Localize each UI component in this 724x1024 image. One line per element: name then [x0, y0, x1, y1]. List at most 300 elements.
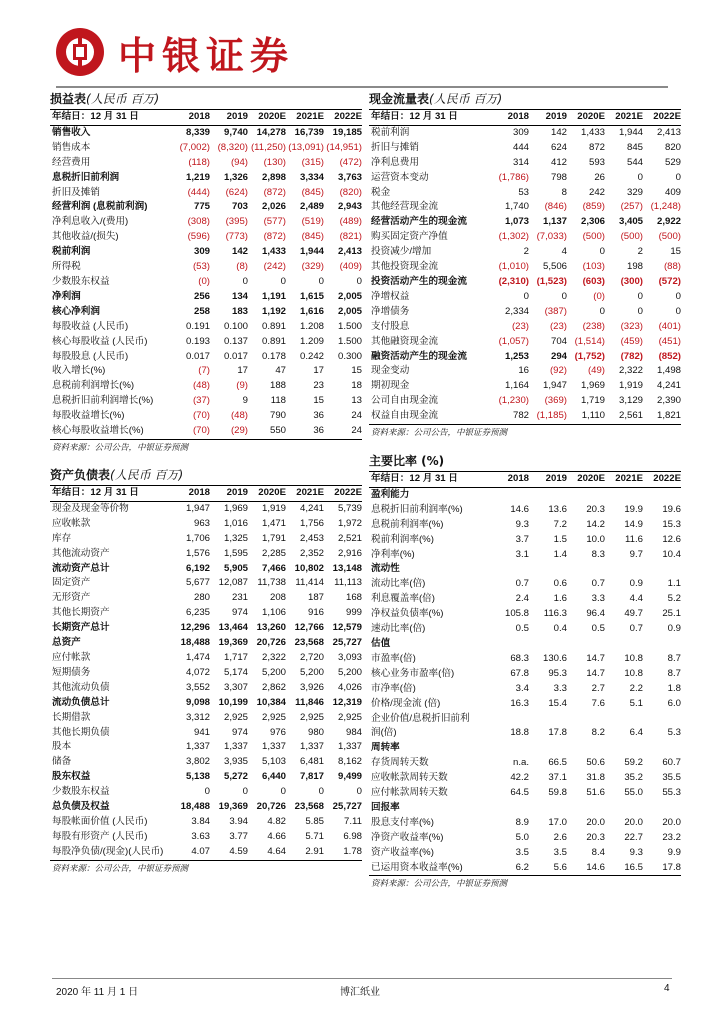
cell-value: 2,925	[299, 711, 324, 723]
cell-value: 3.3	[553, 682, 567, 694]
cell-value: 1.6	[553, 593, 567, 605]
cell-value: 775	[193, 201, 210, 213]
cell-value: 19,369	[218, 801, 248, 813]
table-row	[369, 141, 681, 156]
cell-value: 20.0	[624, 816, 643, 828]
cell-value: 3,926	[299, 681, 324, 693]
cell-value: 2.2	[629, 682, 643, 694]
year-header: 2019	[529, 472, 567, 487]
cell-value: 10,199	[218, 696, 248, 708]
row-label: 短期债务	[52, 666, 91, 678]
cell-value: 134	[231, 290, 248, 302]
table-row	[369, 533, 681, 548]
year-header: 2019	[210, 110, 248, 125]
cell-value: 14.2	[586, 518, 605, 530]
cell-value: 36	[313, 410, 324, 422]
cell-value: (451)	[658, 335, 681, 347]
row-label: 股东权益	[52, 771, 91, 783]
cell-value: 3.77	[229, 830, 248, 842]
cell-value: 187	[307, 592, 324, 604]
row-label: 销售收入	[52, 126, 91, 138]
cell-value: 20.0	[662, 816, 681, 828]
cell-value: (1,752)	[574, 350, 605, 362]
cashflow-section	[369, 88, 681, 441]
row-label: 经营活动产生的现金流	[371, 216, 467, 228]
cell-value: (103)	[582, 261, 605, 273]
table-row	[50, 755, 362, 770]
row-label: 每股净负债/(现金)(人民币)	[50, 845, 170, 860]
cell-value: 11,846	[295, 696, 324, 708]
page-number: 4	[664, 983, 670, 994]
table-row	[50, 350, 362, 365]
cell-value: 5,174	[223, 666, 248, 678]
cell-value: 256	[193, 290, 210, 302]
cell-value: 845	[626, 141, 643, 153]
table-row	[50, 275, 362, 290]
cell-value: 2.4	[515, 593, 529, 605]
cell-value: 16,739	[294, 126, 324, 138]
table-row	[369, 861, 681, 876]
cell-value: 2	[523, 246, 529, 258]
row-label: 核心每股收益增长(%)	[50, 424, 170, 439]
cell-value: 5.85	[305, 815, 324, 827]
table-row	[50, 379, 362, 394]
row-label: 每股收益增长(%)	[52, 410, 125, 422]
cell-value: 1,191	[261, 290, 286, 302]
cell-value	[643, 562, 681, 577]
cell-value: (395)	[225, 216, 248, 228]
table-row	[369, 335, 681, 350]
cell-value: 142	[550, 126, 567, 138]
cell-value: 4.59	[210, 845, 248, 860]
cell-value: 1,498	[656, 365, 681, 377]
cell-value: 168	[345, 592, 362, 604]
row-label: 净利息费用	[371, 156, 419, 168]
cell-value: 12.6	[662, 533, 681, 545]
cell-value: 2,005	[337, 305, 362, 317]
cell-value: (459)	[620, 335, 643, 347]
row-label: 其他长期负债	[52, 726, 110, 738]
cell-value: 0.891	[261, 320, 286, 332]
cell-value: 14,278	[256, 126, 286, 138]
table-row	[369, 741, 681, 756]
cell-value: 3.1	[515, 548, 529, 560]
table-row	[50, 696, 362, 711]
year-header: 2018	[170, 486, 210, 501]
cell-value: 67.8	[510, 667, 529, 679]
table-row	[50, 726, 362, 741]
cell-value: 20,726	[256, 637, 286, 649]
cell-value: 0	[675, 171, 681, 183]
row-label: 回报率	[371, 801, 400, 813]
cell-value: 25,727	[332, 801, 362, 813]
cell-value: (782)	[620, 350, 643, 362]
cell-value: 31.8	[586, 772, 605, 784]
table-row	[50, 171, 362, 186]
cell-value: 7.6	[591, 697, 605, 709]
row-label: 周转率	[371, 742, 400, 754]
row-label: 价格/现金流 (倍)	[371, 697, 441, 709]
row-label: 长期借款	[52, 711, 91, 723]
cell-value: 280	[193, 592, 210, 604]
cell-value: (387)	[544, 305, 567, 317]
cell-value: 0	[675, 305, 681, 317]
table-row	[369, 786, 681, 801]
section-title	[50, 464, 362, 486]
cell-value: 12,296	[180, 622, 210, 634]
cell-value: 6,481	[299, 756, 324, 768]
table-row	[50, 666, 362, 681]
cell-value: 980	[307, 726, 324, 738]
cell-value: (0)	[593, 290, 605, 302]
cell-value: 5,103	[261, 756, 286, 768]
cell-value: 231	[231, 592, 248, 604]
cell-value: 13	[351, 395, 362, 407]
cell-value: (1,057)	[498, 335, 529, 347]
cell-value: 16.5	[605, 861, 643, 876]
cell-value: (8,320)	[217, 141, 248, 153]
cell-value: 0	[599, 305, 605, 317]
cell-value: 130.6	[542, 652, 567, 664]
cell-value: 105.8	[504, 608, 529, 620]
cell-value: 0.7	[515, 578, 529, 590]
cell-value: 18,488	[180, 801, 210, 813]
cell-value: 142	[231, 246, 248, 258]
cell-value: (845)	[301, 231, 324, 243]
cell-value	[643, 712, 681, 727]
cell-value	[567, 487, 605, 502]
cell-value	[567, 637, 605, 652]
cell-value: 5.0	[515, 831, 529, 843]
cell-value: 974	[231, 607, 248, 619]
table-row	[50, 845, 362, 860]
row-label: 其他长期资产	[52, 607, 110, 619]
cell-value: 1.4	[553, 548, 567, 560]
year-header: 2020E	[567, 472, 605, 487]
cell-value	[567, 562, 605, 577]
cell-value: 974	[231, 726, 248, 738]
cell-value: 1,326	[223, 171, 248, 183]
cell-value: 6.4	[629, 727, 643, 739]
cell-value: (1,010)	[498, 261, 529, 273]
cell-value: 50.6	[586, 757, 605, 769]
table-row	[50, 681, 362, 696]
year-header: 2022E	[643, 472, 681, 487]
cell-value: 4.07	[170, 845, 210, 860]
row-label: 净权益负债率(%)	[371, 608, 444, 620]
cell-value: 68.3	[510, 652, 529, 664]
cell-value: 2,898	[261, 171, 286, 183]
cell-value: 3.5	[553, 846, 567, 858]
cell-value: 1.8	[667, 682, 681, 694]
table-row	[50, 156, 362, 171]
cell-value: 8,339	[185, 126, 210, 138]
cell-value: 55.0	[624, 787, 643, 799]
table-row	[50, 335, 362, 350]
cell-value: (23)	[511, 320, 529, 332]
cell-value: (845)	[301, 186, 324, 198]
cell-value: 13.6	[548, 503, 567, 515]
cell-value: 820	[664, 141, 681, 153]
cell-value: 916	[307, 607, 324, 619]
cell-value: 0	[675, 290, 681, 302]
cell-value: 35.2	[624, 772, 643, 784]
cell-value: 2,413	[656, 126, 681, 138]
cell-value: 4,026	[337, 681, 362, 693]
table-row	[369, 290, 681, 305]
source-note: 资料来源：公司公告，中银证券预测	[52, 863, 189, 874]
row-label: 净利润	[52, 290, 81, 302]
row-label: 现金变动	[371, 365, 410, 377]
cell-value: 198	[626, 261, 643, 273]
table-row	[50, 409, 362, 424]
cell-value: (49)	[587, 365, 605, 377]
cell-value: (7)	[198, 365, 210, 377]
row-label: 其他投资现金流	[371, 261, 439, 273]
cell-value: 1.209	[299, 335, 324, 347]
table-row	[369, 487, 681, 502]
cell-value	[605, 712, 643, 727]
year-header: 2022E	[324, 110, 362, 125]
cell-value: 0.7	[629, 623, 643, 635]
bank-logo-icon	[56, 28, 104, 76]
row-label: 速动比率(倍)	[371, 623, 426, 635]
cell-value: 2.7	[591, 682, 605, 694]
footer-date: 2020 年 11 月 1 日	[56, 987, 139, 998]
cell-value: 703	[231, 201, 248, 213]
cell-value: 15.3	[662, 518, 681, 530]
table-row	[50, 800, 362, 815]
table-row	[50, 830, 362, 845]
cell-value: 0	[318, 275, 324, 287]
cell-value: 3,334	[299, 171, 324, 183]
cell-value: (859)	[582, 201, 605, 213]
cell-value: 5.3	[667, 727, 681, 739]
cell-value: 23	[313, 380, 324, 392]
cell-value: 1,016	[223, 517, 248, 529]
table-row	[50, 501, 362, 516]
cell-value: 0	[204, 786, 210, 798]
table-header-row	[50, 110, 362, 125]
cell-value: 1,433	[580, 126, 605, 138]
row-label: 固定资产	[52, 577, 91, 589]
cell-value: 8.7	[667, 667, 681, 679]
cell-value: 0	[637, 171, 643, 183]
cell-value: 116.3	[543, 608, 567, 620]
cell-value: 1,947	[185, 502, 210, 514]
cell-value: 2,453	[299, 532, 324, 544]
row-label: 期初现金	[371, 380, 410, 392]
cell-value: 6,235	[185, 607, 210, 619]
cell-value: 10.8	[624, 667, 643, 679]
table-row	[50, 636, 362, 651]
cell-value: (11,250)	[250, 141, 286, 153]
cell-value: 790	[269, 410, 286, 422]
cell-value: (821)	[339, 231, 362, 243]
cell-value: 14.7	[586, 652, 605, 664]
cell-value: 10,384	[256, 696, 286, 708]
income-title: 损益表	[50, 92, 87, 106]
ratios-title: 主要比率 (%)	[369, 454, 445, 468]
table-row	[50, 517, 362, 532]
cell-value: 4,072	[185, 666, 210, 678]
cell-value: 1,615	[299, 290, 324, 302]
cell-value: 872	[588, 141, 605, 153]
cell-value: 1.500	[337, 335, 362, 347]
cell-value: (1,786)	[498, 171, 529, 183]
table-row	[369, 275, 681, 290]
table-row	[50, 364, 362, 379]
cell-value: 3.7	[515, 533, 529, 545]
cell-value: 0	[637, 305, 643, 317]
cell-value: 0.9	[667, 623, 681, 635]
cell-value: 118	[270, 395, 286, 407]
cell-value: 14.6	[510, 503, 529, 515]
cell-value: 60.7	[662, 757, 681, 769]
row-label: 投资减少/增加	[371, 246, 432, 258]
cell-value: 12,766	[294, 622, 324, 634]
cell-value: 2	[637, 246, 643, 258]
cell-value: 0.242	[299, 350, 324, 362]
year-header: 2019	[529, 110, 567, 125]
row-label: 净增权益	[371, 290, 410, 302]
row-label: 核心每股收益 (人民币)	[52, 335, 148, 347]
cell-value: 3,312	[185, 711, 210, 723]
cell-value: (1,302)	[498, 231, 529, 243]
cell-value: 8.2	[591, 727, 605, 739]
row-label: 税金	[371, 186, 391, 198]
year-header: 2022E	[643, 110, 681, 125]
report-header	[56, 24, 294, 80]
cell-value: (0)	[198, 275, 210, 287]
cell-value: 12,579	[332, 622, 362, 634]
cell-value: (1,248)	[650, 201, 681, 213]
cell-value: 1,919	[618, 380, 643, 392]
cell-value: (53)	[192, 261, 210, 273]
row-label: 核心净利润	[52, 305, 100, 317]
cell-value: 9,740	[223, 126, 248, 138]
row-label: 估值	[371, 637, 391, 649]
row-label: 储备	[52, 756, 72, 768]
cell-value: 0.178	[261, 350, 286, 362]
cell-value: 2,322	[618, 365, 643, 377]
cell-value: 0	[318, 786, 324, 798]
cell-value: 9	[242, 395, 248, 407]
cell-value: 13,148	[332, 562, 362, 574]
cell-value: 0	[523, 290, 529, 302]
table-row	[50, 621, 362, 636]
cell-value: (1,514)	[574, 335, 605, 347]
row-label: 支付股息	[371, 320, 410, 332]
cell-value: 8.4	[591, 846, 605, 858]
table-row	[50, 770, 362, 785]
cell-value: (1,185)	[529, 409, 567, 424]
balance-sheet-section	[50, 464, 362, 877]
cell-value: 309	[512, 126, 529, 138]
row-label: 应收帐款	[52, 517, 91, 529]
cell-value: 18,488	[180, 637, 210, 649]
income-statement-section	[50, 88, 362, 456]
cell-value: (48)	[192, 380, 210, 392]
cell-value: 1,325	[223, 532, 248, 544]
table-row	[369, 394, 681, 409]
table-row	[369, 577, 681, 592]
table-row	[50, 576, 362, 591]
cell-value: 0.100	[223, 320, 248, 332]
row-label: 折旧及摊销	[52, 186, 100, 198]
table-row	[50, 591, 362, 606]
table-row	[369, 305, 681, 320]
cell-value: 4,241	[299, 502, 324, 514]
cell-value: 1,944	[618, 126, 643, 138]
cell-value: 3.4	[515, 682, 529, 694]
cell-value	[529, 741, 567, 756]
row-label: 净利率(%)	[371, 548, 415, 560]
cell-value: (7,002)	[179, 141, 210, 153]
cell-value: 1,337	[261, 741, 286, 753]
cell-value: 0.193	[185, 335, 210, 347]
cell-value: 3.5	[515, 846, 529, 858]
cell-value: 96.4	[586, 608, 605, 620]
cell-value: 0.017	[223, 350, 248, 362]
cell-value: 2,521	[337, 532, 362, 544]
cell-value: (308)	[187, 216, 210, 228]
cell-value: 2,026	[261, 201, 286, 213]
cell-value: 1,972	[337, 517, 362, 529]
row-label: 其他流动资产	[52, 547, 110, 559]
cell-value: 18.8	[510, 727, 529, 739]
cell-value: 14.7	[586, 667, 605, 679]
cell-value: 1,595	[223, 547, 248, 559]
table-row	[50, 290, 362, 305]
cell-value: (596)	[187, 231, 210, 243]
cell-value	[489, 487, 529, 502]
cell-value: 1.5	[553, 533, 567, 545]
cell-value	[643, 741, 681, 756]
cell-value: 258	[193, 305, 210, 317]
cell-value: 2,285	[261, 547, 286, 559]
cell-value: 0	[561, 290, 567, 302]
row-label: 已运用资本收益率(%)	[369, 861, 489, 876]
ratios-table	[369, 472, 681, 876]
row-label: 盈利能力	[371, 488, 410, 500]
cell-value: 1,576	[185, 547, 210, 559]
row-label: 市净率(倍)	[371, 682, 416, 694]
table-row	[369, 801, 681, 816]
row-label: 总负债及权益	[52, 801, 110, 813]
table-row	[50, 320, 362, 335]
cell-value: 704	[550, 335, 567, 347]
cashflow-unit: (人民币 百万)	[429, 92, 503, 106]
cell-value: (872)	[263, 231, 286, 243]
table-row	[369, 215, 681, 230]
table-row	[50, 651, 362, 666]
row-label: 应收帐款周转天数	[371, 772, 448, 784]
cell-value	[605, 487, 643, 502]
cell-value: (401)	[658, 320, 681, 332]
row-label: 其他收益/(损失)	[52, 231, 119, 243]
cell-value: 4	[561, 246, 567, 258]
year-header: 2019	[210, 486, 248, 501]
cell-value	[643, 801, 681, 816]
table-row	[369, 350, 681, 365]
cell-value: 0.9	[629, 578, 643, 590]
row-label: 应付帐款周转天数	[371, 787, 448, 799]
cell-value: (29)	[210, 424, 248, 439]
row-label: 现金及现金等价物	[52, 502, 129, 514]
table-row	[369, 682, 681, 697]
row-label: 净利息收入/(费用)	[52, 216, 129, 228]
